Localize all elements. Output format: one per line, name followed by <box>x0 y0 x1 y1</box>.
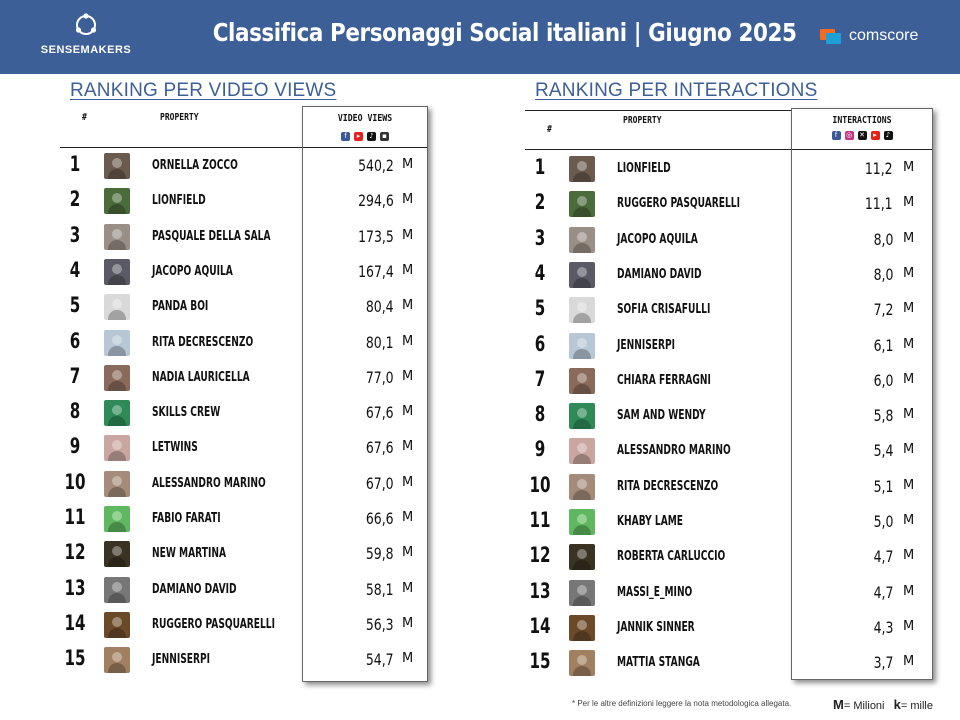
header-bar <box>0 0 960 74</box>
metric-unit: M <box>402 615 414 631</box>
ranking-row <box>60 395 432 430</box>
metric-unit: M <box>402 333 414 349</box>
ranking-row <box>525 186 937 221</box>
property-name: SOFIA CRISAFULLI <box>617 302 711 318</box>
rank-number: 4 <box>534 260 546 285</box>
rank-number: 8 <box>69 399 81 424</box>
metric-unit: M <box>402 157 414 172</box>
youtube-icon: ▸ <box>354 132 363 141</box>
metric-value: 540,2 <box>358 156 394 175</box>
metric-value: 58,1 <box>366 579 394 599</box>
rank-number: 9 <box>534 437 546 462</box>
rank-number: 10 <box>64 469 86 494</box>
avatar <box>104 541 130 567</box>
property-name: LETWINS <box>152 440 198 456</box>
metric-value: 5,0 <box>873 512 893 531</box>
avatar <box>104 153 130 179</box>
ranking-row <box>525 610 937 645</box>
property-name: FABIO FARATI <box>152 511 221 526</box>
metric-value: 4,7 <box>873 547 893 567</box>
property-name: JACOPO AQUILA <box>617 231 698 247</box>
property-column-header: PROPERTY <box>160 112 199 123</box>
metric-unit: M <box>402 368 414 384</box>
avatar <box>104 188 130 214</box>
property-name: DAMIANO DAVID <box>152 581 237 597</box>
unit-legend <box>833 697 933 712</box>
video-views-column-header: VIDEO VIEWS <box>337 113 393 124</box>
metric-unit: M <box>903 442 915 458</box>
metric-value: 8,0 <box>873 264 893 284</box>
ranking-row <box>525 257 937 292</box>
metric-value: 5,4 <box>873 441 893 461</box>
avatar <box>569 156 595 182</box>
metric-unit: M <box>402 580 414 596</box>
metric-value: 67,0 <box>366 473 394 493</box>
legend-k: k <box>893 697 901 712</box>
sensemakers-logo <box>36 12 136 64</box>
metric-value: 59,8 <box>366 544 394 564</box>
ranking-row <box>525 328 937 363</box>
header-divider <box>525 149 791 150</box>
property-name: JENNISERPI <box>617 337 676 353</box>
ranking-row <box>525 151 937 186</box>
avatar <box>104 400 130 426</box>
interactions-section-title: RANKING PER INTERACTIONS <box>535 80 818 101</box>
property-name: MATTIA STANGA <box>617 655 700 671</box>
ranking-row <box>525 504 937 539</box>
ranking-row <box>525 292 937 327</box>
x-icon: ✕ <box>859 131 865 139</box>
instagram-icon: ◎ <box>845 131 853 139</box>
metric-value: 66,6 <box>366 509 394 528</box>
metric-unit: M <box>903 548 915 564</box>
metric-value: 167,4 <box>358 261 394 281</box>
avatar <box>104 365 130 391</box>
ranking-row <box>525 469 937 504</box>
metric-value: 4,3 <box>873 617 893 637</box>
ranking-row <box>60 430 432 465</box>
avatar <box>569 297 595 323</box>
avatar <box>569 438 595 464</box>
avatar <box>569 544 595 570</box>
ranking-row <box>60 148 432 183</box>
ranking-row <box>525 433 937 468</box>
facebook-icon: f <box>341 132 350 141</box>
metric-unit: M <box>903 230 915 246</box>
interactions-column-header: INTERACTIONS <box>832 115 892 126</box>
rank-number: 15 <box>529 649 551 674</box>
property-name: ORNELLA ZOCCO <box>152 158 238 173</box>
metric-unit: M <box>402 262 414 278</box>
rank-number: 12 <box>529 543 551 568</box>
rank-number: 9 <box>69 434 81 459</box>
metric-unit: M <box>903 618 915 634</box>
property-name: LIONFIELD <box>617 161 671 176</box>
youtube-icon: ▸ <box>871 131 880 140</box>
ranking-row <box>60 572 432 607</box>
rank-number: 1 <box>534 155 546 179</box>
rank-number: 13 <box>529 578 551 603</box>
ranking-row <box>60 219 432 254</box>
avatar <box>569 333 595 359</box>
rank-number: 11 <box>64 505 86 529</box>
rank-number: 8 <box>534 402 546 427</box>
header-top-line <box>525 110 791 111</box>
metric-unit: M <box>402 510 414 525</box>
header-divider-value <box>792 149 932 150</box>
metric-unit: M <box>903 301 915 317</box>
metric-unit: M <box>903 195 915 211</box>
metric-unit: M <box>903 336 915 352</box>
metric-value: 294,6 <box>358 191 394 211</box>
rank-number: 5 <box>69 293 81 318</box>
metric-unit: M <box>402 474 414 490</box>
ranking-row <box>60 325 432 360</box>
metric-unit: M <box>903 371 915 387</box>
legend-m-text: = Milioni <box>843 700 885 712</box>
property-name: RUGGERO PASQUARELLI <box>617 196 740 212</box>
rank-number: 3 <box>69 222 81 247</box>
ranking-row <box>525 575 937 610</box>
avatar <box>104 294 130 320</box>
rank-number: 1 <box>69 152 81 176</box>
property-name: RITA DECRESCENZO <box>152 334 254 350</box>
property-name: NADIA LAURICELLA <box>152 369 250 385</box>
rank-column-header: # <box>547 124 552 135</box>
metric-value: 8,0 <box>873 229 893 249</box>
rank-number: 4 <box>69 257 81 282</box>
avatar <box>104 330 130 356</box>
property-name: CHIARA FERRAGNI <box>617 372 711 388</box>
avatar <box>104 259 130 285</box>
property-name: ALESSANDRO MARINO <box>152 475 266 491</box>
avatar <box>104 612 130 638</box>
other-platform-icon: ▪ <box>380 132 389 141</box>
metric-value: 11,1 <box>865 194 893 214</box>
property-name: RUGGERO PASQUARELLI <box>152 616 275 632</box>
ranking-row <box>525 363 937 398</box>
ranking-row <box>60 254 432 289</box>
property-column-header: PROPERTY <box>623 115 662 126</box>
avatar <box>104 471 130 497</box>
ranking-row <box>60 607 432 642</box>
avatar <box>569 403 595 429</box>
property-name: PASQUALE DELLA SALA <box>152 228 271 244</box>
ranking-row <box>525 222 937 257</box>
avatar <box>569 650 595 676</box>
metric-value: 6,0 <box>873 370 893 390</box>
avatar <box>104 224 130 250</box>
rank-number: 14 <box>529 613 551 638</box>
property-name: JACOPO AQUILA <box>152 263 233 279</box>
metric-unit: M <box>402 298 414 314</box>
legend-m: M <box>833 697 844 712</box>
property-name: MASSI_E_MINO <box>617 584 693 600</box>
metric-unit: M <box>903 513 915 528</box>
ranking-row <box>60 289 432 324</box>
video-views-ranking <box>60 104 432 684</box>
ranking-row <box>60 501 432 536</box>
methodology-footnote: * Per le altre definizioni leggere la nota metodologica allegata. <box>572 699 792 708</box>
avatar <box>569 580 595 606</box>
metric-unit: M <box>903 407 915 423</box>
property-name: LIONFIELD <box>152 193 206 209</box>
facebook-icon: f <box>832 131 841 140</box>
metric-value: 80,4 <box>366 297 394 317</box>
avatar <box>104 435 130 461</box>
logo-text: SENSEMAKERS <box>40 44 132 56</box>
metric-value: 173,5 <box>358 226 394 246</box>
avatar <box>569 227 595 253</box>
property-name: RITA DECRESCENZO <box>617 478 719 494</box>
metric-unit: M <box>903 160 915 175</box>
avatar <box>104 506 130 532</box>
rank-number: 2 <box>69 187 81 212</box>
ranking-row <box>60 466 432 501</box>
ranking-row <box>525 645 937 680</box>
rank-number: 10 <box>529 472 551 497</box>
comscore-icon <box>820 27 842 45</box>
metric-unit: M <box>903 654 915 670</box>
avatar <box>104 577 130 603</box>
metric-value: 3,7 <box>873 653 893 673</box>
ranking-row <box>60 183 432 218</box>
rank-number: 15 <box>64 646 86 671</box>
metric-value: 67,6 <box>366 403 394 423</box>
metric-unit: M <box>402 439 414 455</box>
rank-column-header: # <box>82 112 87 123</box>
property-name: NEW MARTINA <box>152 546 226 562</box>
avatar <box>569 474 595 500</box>
comscore-logo <box>820 25 918 47</box>
metric-value: 77,0 <box>366 367 394 387</box>
tiktok-icon: ♪ <box>367 132 376 141</box>
metric-value: 7,2 <box>873 300 893 320</box>
avatar <box>569 509 595 535</box>
property-name: KHABY LAME <box>617 514 684 529</box>
metric-value: 5,8 <box>873 406 893 426</box>
metric-unit: M <box>903 583 915 599</box>
metric-value: 5,1 <box>873 476 893 496</box>
property-name: ALESSANDRO MARINO <box>617 443 731 459</box>
rank-number: 13 <box>64 575 86 600</box>
property-name: SAM AND WENDY <box>617 408 706 424</box>
rank-number: 2 <box>534 190 546 215</box>
ranking-row <box>60 642 432 677</box>
metric-unit: M <box>402 651 414 667</box>
property-name: DAMIANO DAVID <box>617 266 702 282</box>
rank-number: 11 <box>529 508 551 532</box>
rank-number: 6 <box>534 331 546 356</box>
rank-number: 12 <box>64 540 86 565</box>
rank-number: 3 <box>534 225 546 250</box>
ranking-row <box>525 539 937 574</box>
page-title: Classifica Personaggi Social italiani | Giugno 2025 <box>212 18 797 47</box>
metric-unit: M <box>402 192 414 208</box>
avatar <box>569 262 595 288</box>
ranking-row <box>60 360 432 395</box>
property-name: PANDA BOI <box>152 299 209 315</box>
metric-value: 67,6 <box>366 438 394 458</box>
ranking-row <box>525 398 937 433</box>
rank-number: 7 <box>534 366 546 391</box>
ranking-row <box>60 536 432 571</box>
interactions-ranking <box>525 106 937 682</box>
metric-value: 54,7 <box>366 650 394 670</box>
metric-value: 4,7 <box>873 582 893 602</box>
video-views-platform-icons <box>303 132 427 141</box>
metric-unit: M <box>402 404 414 420</box>
property-name: SKILLS CREW <box>152 405 221 421</box>
avatar <box>569 191 595 217</box>
sensemakers-logo-icon <box>74 12 98 36</box>
metric-unit: M <box>903 477 915 493</box>
avatar <box>104 647 130 673</box>
comscore-text: comscore <box>849 27 919 44</box>
metric-unit: M <box>402 545 414 561</box>
metric-value: 56,3 <box>366 614 394 634</box>
interactions-platform-icons <box>792 131 932 140</box>
rank-number: 7 <box>69 363 81 388</box>
metric-unit: M <box>903 265 915 281</box>
avatar <box>569 615 595 641</box>
rank-number: 14 <box>64 610 86 635</box>
avatar <box>569 368 595 394</box>
rank-number: 6 <box>69 328 81 353</box>
rank-number: 5 <box>534 296 546 321</box>
metric-value: 80,1 <box>366 332 394 352</box>
video-views-section-title: RANKING PER VIDEO VIEWS <box>70 80 337 101</box>
tiktok-icon: ♪ <box>884 131 893 140</box>
property-name: JANNIK SINNER <box>617 619 695 635</box>
property-name: JENNISERPI <box>152 652 211 668</box>
legend-k-text: = mille <box>900 700 933 712</box>
property-name: ROBERTA CARLUCCIO <box>617 549 726 565</box>
metric-unit: M <box>402 227 414 243</box>
metric-value: 6,1 <box>873 335 893 355</box>
metric-value: 11,2 <box>865 159 893 178</box>
